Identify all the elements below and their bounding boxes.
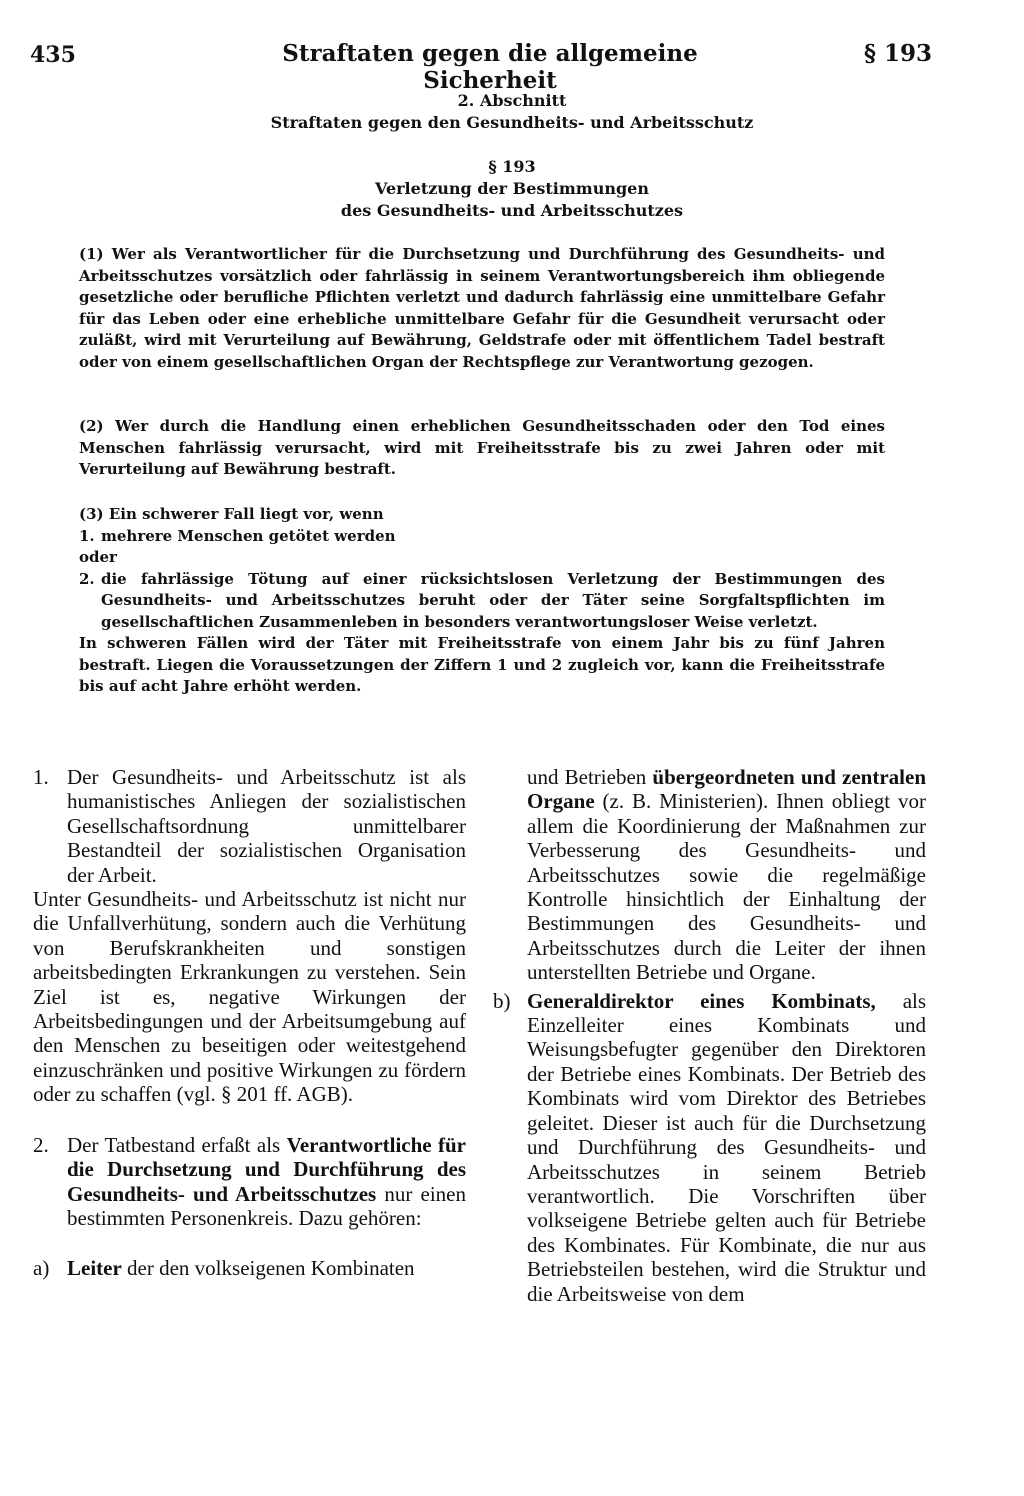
item2-text: die fahrlässige Tötung auf einer rücksichtslosen Verletzung der Bestimmungen des Gesundheits- und Arbeitsschutzes beruht oder der Täter seine Sorgfaltspflichten im gesellschaftlichen Zusammenleben in besonders verantwortungsloser Weise verletzt. <box>101 569 885 631</box>
note-2-marker: 2. <box>33 1132 49 1157</box>
item-b-bold: Generaldirektor eines Kombinats, <box>527 988 876 1013</box>
commentary-item-b <box>493 989 926 1306</box>
statute-para2-text: (2) Wer durch die Handlung einen erheblichen Gesundheitsschaden oder den Tod eines Menschen fahrlässig verursacht, wird mit Freiheitsstrafe bis zu zwei Jahren oder mit Verurteilung auf Bewährung bestraft. <box>79 417 885 478</box>
statute-para1-text: (1) Wer als Verantwortlicher für die Durchsetzung und Durchführung des Gesundheits- und Arbeitsschutzes vorsätzlich oder fahrlässig in seinem Verantwortungsbereich ihm obliegende gesetzliche oder berufliche Pflichten verletzt und dadurch fahrlässig eine unmittelbare Gefahr für das Leben oder eine erhebliche unmittelbare Gefahr für die Gesundheit verursacht oder zuläßt, wird mit Verurteilung auf Bewährung, Geldstrafe oder mit öffentlichem Tadel bestraft oder von einem gesellschaftlichen Organ der Rechtspflege zur Verantwortung gezogen. <box>79 245 885 371</box>
note-1-marker: 1. <box>33 765 49 789</box>
continued-text-post: (z. B. Ministerien). Ihnen obliegt vor allem die Koordinierung der Maßnahmen zur Verbesserung des Gesundheits- und Arbeitsschutzes sowie die regelmäßige Kontrolle hinsichtlich der Einhaltung der Bestimmungen des Gesundheits- und Arbeitsschutzes durch die Leiter der ihnen unterstellten Betriebe und Organe. <box>527 789 926 985</box>
statute-para3-or: oder <box>79 548 117 566</box>
chapter-title: Straftaten gegen den Gesundheits- und Arbeitsschutz <box>270 113 754 132</box>
item1-text: mehrere Menschen getötet werden <box>101 526 396 545</box>
chapter-label: 2. Abschnitt <box>457 91 567 110</box>
statute-paragraph-1 <box>79 244 885 373</box>
item2-number: 2. <box>79 569 95 588</box>
section-title-line2: des Gesundheits- und Arbeitsschutzes <box>340 201 684 220</box>
item-a-text: der den volkseigenen Kombinaten <box>127 1256 415 1281</box>
commentary-item-a <box>33 1256 466 1280</box>
continued-text-bold: übergeordneten und zentralen Organe <box>527 765 926 814</box>
statute-para3-item1 <box>79 526 885 548</box>
note-2-text-bold: Verantwortliche für die Durchsetzung und Durchführung des Gesundheits- und Arbeitsschutzes <box>67 1132 467 1206</box>
page-number: 435 <box>30 42 76 68</box>
commentary-note-1 <box>33 765 466 887</box>
commentary-note-2 <box>33 1133 466 1231</box>
continued-text-pre: und Betrieben <box>527 765 647 789</box>
item-a-bold: Leiter <box>67 1256 122 1281</box>
statute-para3-closing: In schweren Fällen wird der Täter mit Freiheitsstrafe von einem Jahr bis zu fünf Jahren bestraft. Liegen die Voraussetzungen der Ziffern 1 und 2 zugleich vor, kann die Freiheitsstrafe bis auf acht Jahre erhöht werden. <box>79 634 885 695</box>
section-number: § 193 <box>488 157 536 176</box>
note-2-text-post: nur einen bestimmten Personenkreis. Dazu gehören: <box>67 1181 466 1230</box>
statute-paragraph-2 <box>79 416 885 481</box>
statute-para3-item2 <box>79 569 885 634</box>
running-title: Straftaten gegen die allgemeine Sicherheit <box>282 40 698 94</box>
item-a-marker: a) <box>33 1256 50 1281</box>
statute-paragraph-3 <box>79 504 885 698</box>
commentary-left-column <box>33 765 466 1281</box>
item-a-continued <box>493 765 926 985</box>
header-section-ref: § 193 <box>863 40 932 67</box>
statute-para3-intro: (3) Ein schwerer Fall liegt vor, wenn <box>79 505 384 523</box>
item1-number: 1. <box>79 526 95 545</box>
note-1-text: Der Gesundheits- und Arbeitsschutz ist als humanistisches Anliegen der sozialistischen Gesellschaftsordnung unmittelbarer Bestandteil der sozialistischen Organisation der Arbeit. <box>67 765 466 887</box>
commentary-right-column <box>493 765 926 1306</box>
note-2-text-pre: Der Tatbestand erfaßt als <box>67 1132 281 1157</box>
section-title-line1: Verletzung der Bestimmungen <box>375 179 649 198</box>
item-b-text: als Einzelleiter eines Kombinats und Weisungsbefugter gegenüber den Direktoren der Betriebe eines Kombinats. Der Betrieb des Kombinats wird vom Direktor des Betriebes geleitet. Dieser ist auch für die Durchsetzung und Durchführung des Gesundheits- und Arbeitsschutzes in seinem Betrieb verantwortlich. Die Vorschriften über volkseigene Betriebe gelten auch für Betriebe des Kombinates. Für Kombinate, die nur aus Betriebsteilen bestehen, wird die Struktur und die Arbeitsweise von dem <box>527 988 927 1306</box>
note-1-text-continued: Unter Gesundheits- und Arbeitsschutz ist nicht nur die Unfallverhütung, sondern auch die Verhütung von Berufskrankheiten und sonstigen arbeitsbedingten Erkrankungen zu verstehen. Sein Ziel ist es, negative Wirkungen der Arbeitsbedingungen und der Arbeitsumgebung auf den Menschen zu beseitigen oder weitestgehend einzuschränken und positive Wirkungen zu fördern oder zu schaffen (vgl. § 201 ff. AGB). <box>33 887 466 1107</box>
item-b-marker: b) <box>493 988 511 1013</box>
